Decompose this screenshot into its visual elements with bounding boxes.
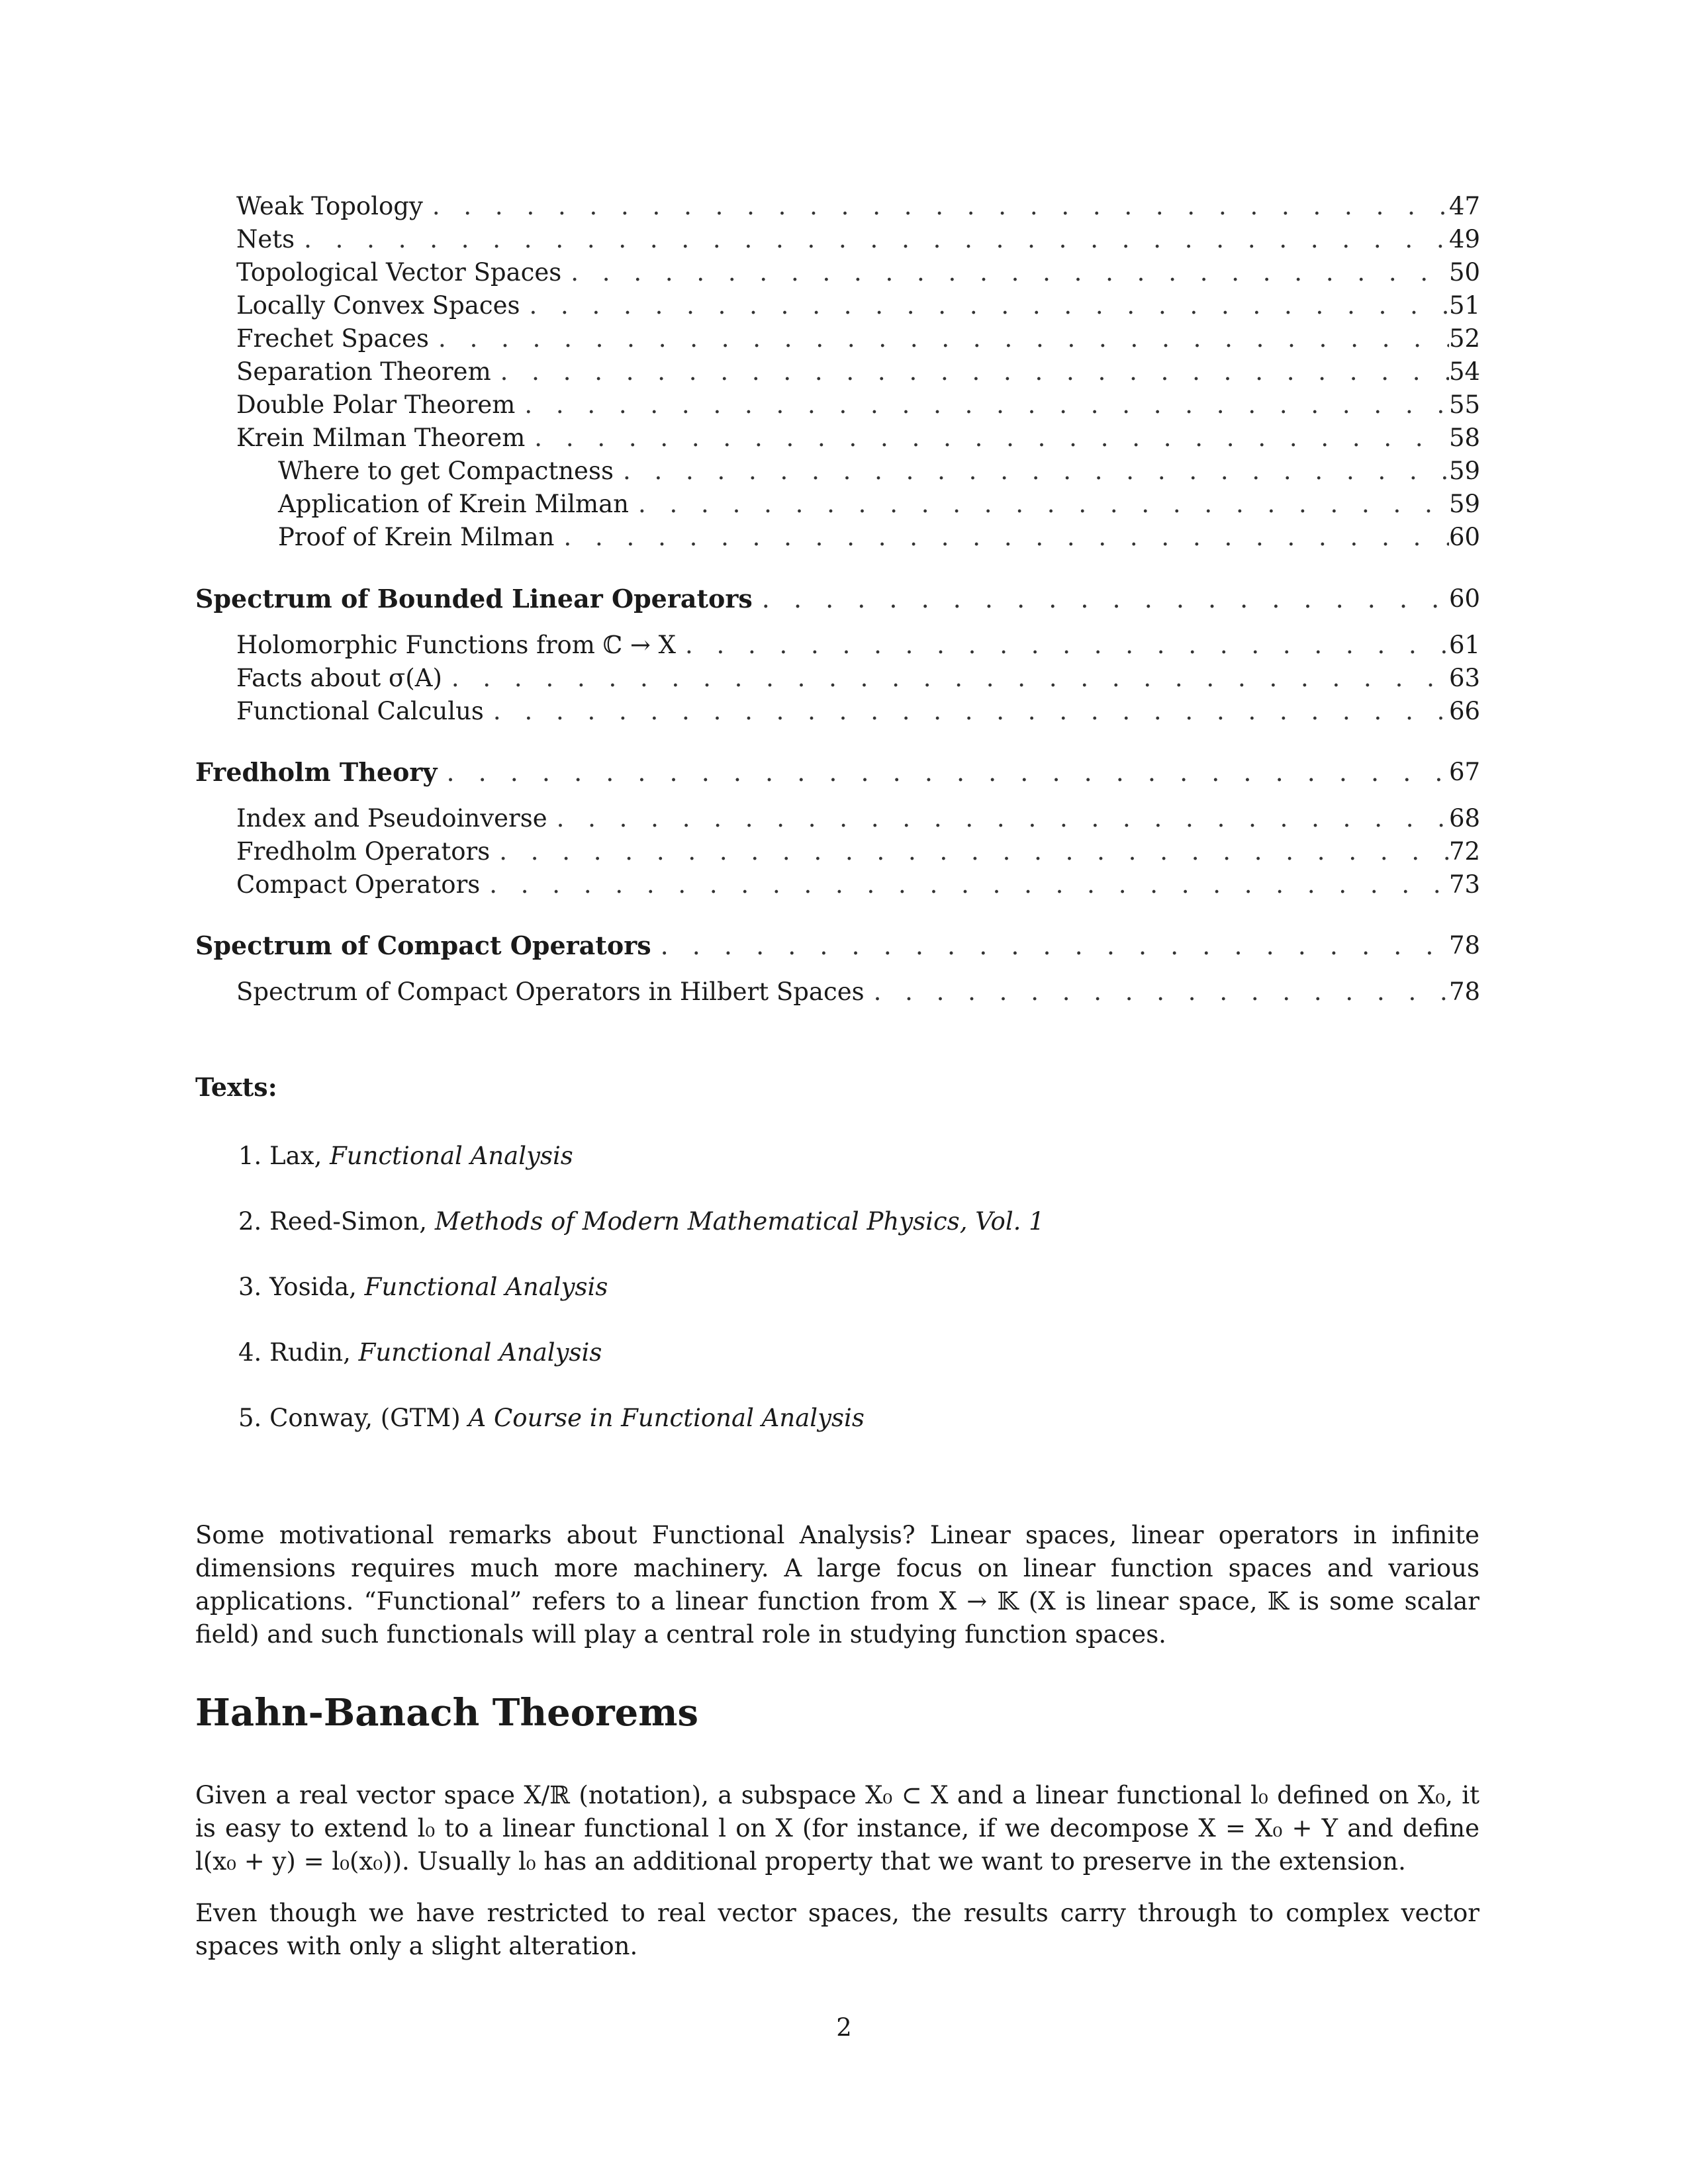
toc-entry-page: 55	[1449, 390, 1481, 419]
toc-entry-page: 68	[1449, 804, 1481, 833]
toc-entry-title: Separation Theorem	[236, 357, 491, 386]
toc-dot-leader	[874, 974, 1449, 1010]
toc-dot-leader	[493, 694, 1449, 729]
toc-entry-page: 78	[1449, 978, 1481, 1006]
toc-dot-leader	[304, 222, 1449, 257]
toc-entry-title: Holomorphic Functions from ℂ → X	[236, 631, 676, 659]
toc-entry-title: Fredholm Operators	[236, 837, 491, 866]
toc-entry-title: Frechet Spaces	[236, 324, 430, 353]
toc-entry[interactable]	[195, 189, 1479, 224]
toc-entry[interactable]	[195, 660, 1479, 696]
toc-dot-leader	[530, 288, 1450, 324]
toc-entry-page: 63	[1449, 664, 1481, 692]
toc-dot-leader	[432, 189, 1449, 224]
reference-number: 4.	[238, 1338, 262, 1367]
reference-number: 5.	[238, 1404, 262, 1432]
reference-author: Lax,	[269, 1142, 322, 1170]
reference-item	[238, 1404, 865, 1432]
page-number: 2	[836, 2013, 852, 2042]
reference-number: 3.	[238, 1273, 262, 1301]
toc-entry-page: 59	[1449, 457, 1481, 485]
texts-heading: Texts:	[195, 1072, 277, 1102]
toc-entry-title: Krein Milman Theorem	[236, 424, 526, 452]
toc-entry-title: Proof of Krein Milman	[278, 523, 555, 551]
reference-title: Functional Analysis	[358, 1338, 602, 1367]
toc-dot-leader	[451, 660, 1449, 696]
toc-dot-leader	[500, 354, 1449, 390]
toc-entry-title: Topological Vector Spaces	[236, 258, 562, 287]
reference-title: Functional Analysis	[364, 1273, 608, 1301]
motivation-paragraph: Some motivational remarks about Functional Analysis? Linear spaces, linear operators in infinite dimensions requires much more machinery. A large focus on linear function spaces and various applications. “Functional” refers to a linear function from X → 𝕂 (X is linear space, 𝕂 is some scalar field) and such functionals will play a central role in studying function spaces.	[195, 1521, 1479, 1649]
toc-section[interactable]	[195, 754, 1479, 790]
toc-section-page: 60	[1449, 584, 1481, 613]
toc-section-title: Spectrum of Bounded Linear Operators	[195, 584, 753, 614]
reference-author: Conway, (GTM)	[269, 1404, 461, 1432]
toc-dot-leader	[446, 754, 1449, 790]
toc-section[interactable]	[195, 581, 1479, 617]
toc-entry-page: 47	[1449, 192, 1481, 220]
toc-entry[interactable]	[195, 354, 1479, 390]
reference-title: A Course in Functional Analysis	[468, 1404, 865, 1432]
reference-title: Methods of Modern Mathematical Physics, Vol. 1	[434, 1207, 1045, 1236]
toc-entry[interactable]	[195, 627, 1479, 663]
section-paragraph: Given a real vector space X/ℝ (notation), a subspace X₀ ⊂ X and a linear functional l₀ defined on X₀, it is easy to extend l₀ to a linear functional l on X (for instance, if we decompose X = X₀ + Y and define l(x₀ + y) = l₀(x₀)). Usually l₀ has an additional property that we want to preserve in the extension.	[195, 1781, 1479, 1876]
toc-entry[interactable]	[195, 420, 1479, 456]
toc-dot-leader	[489, 867, 1449, 903]
toc-entry-title: Compact Operators	[236, 870, 481, 899]
toc-dot-leader	[557, 801, 1449, 837]
toc-entry[interactable]	[195, 222, 1479, 257]
toc-dot-leader	[685, 627, 1449, 663]
toc-dot-leader	[499, 834, 1449, 870]
reference-author: Rudin,	[269, 1338, 351, 1367]
toc-dot-leader	[564, 520, 1450, 555]
toc-dot-leader	[623, 453, 1449, 489]
toc-entry-title: Double Polar Theorem	[236, 390, 516, 419]
toc-entry-page: 49	[1449, 225, 1481, 253]
toc-entry-title: Spectrum of Compact Operators in Hilbert Spaces	[236, 978, 865, 1006]
toc-entry-title: Index and Pseudoinverse	[236, 804, 547, 833]
toc-entry[interactable]	[195, 867, 1479, 903]
toc-entry-title: Functional Calculus	[236, 697, 484, 725]
toc-entry-page: 54	[1449, 357, 1481, 386]
toc-entry-page: 61	[1449, 631, 1481, 659]
toc-entry-page: 58	[1449, 424, 1481, 452]
toc-section-title: Spectrum of Compact Operators	[195, 931, 651, 960]
reference-item	[238, 1142, 573, 1170]
toc-dot-leader	[524, 387, 1449, 423]
reference-item	[238, 1273, 608, 1301]
toc-dot-leader	[638, 486, 1449, 522]
toc-section-page: 78	[1449, 931, 1481, 960]
toc-entry-title: Weak Topology	[236, 192, 423, 220]
toc-entry[interactable]	[195, 694, 1479, 729]
reference-author: Yosida,	[269, 1273, 357, 1301]
toc-entry-page: 60	[1449, 523, 1481, 551]
reference-title: Functional Analysis	[330, 1142, 573, 1170]
toc-entry[interactable]	[195, 834, 1479, 870]
toc-dot-leader	[534, 420, 1449, 456]
toc-section-title: Fredholm Theory	[195, 757, 438, 787]
section-heading: Hahn-Banach Theorems	[195, 1691, 699, 1735]
toc-entry-title: Application of Krein Milman	[278, 490, 630, 518]
reference-number: 2.	[238, 1207, 262, 1236]
toc-entry[interactable]	[195, 974, 1479, 1010]
toc-subentry[interactable]	[195, 486, 1479, 522]
toc-entry-page: 50	[1449, 258, 1481, 287]
toc-dot-leader	[438, 321, 1449, 357]
reference-author: Reed-Simon,	[269, 1207, 428, 1236]
reference-number: 1.	[238, 1142, 262, 1170]
toc-entry[interactable]	[195, 255, 1479, 291]
toc-entry-page: 66	[1449, 697, 1481, 725]
toc-entry-page: 73	[1449, 870, 1481, 899]
toc-subentry[interactable]	[195, 520, 1479, 555]
toc-entry-title: Where to get Compactness	[278, 457, 614, 485]
toc-subentry[interactable]	[195, 453, 1479, 489]
toc-entry[interactable]	[195, 801, 1479, 837]
toc-dot-leader	[661, 928, 1449, 964]
toc-entry-page: 51	[1449, 291, 1481, 320]
toc-dot-leader	[762, 581, 1449, 617]
toc-section[interactable]	[195, 928, 1479, 964]
reference-item	[238, 1338, 602, 1367]
section-paragraph: Even though we have restricted to real vector spaces, the results carry through to complex vector spaces with only a slight alteration.	[195, 1899, 1479, 1960]
reference-item	[238, 1207, 1045, 1236]
toc-entry[interactable]	[195, 387, 1479, 423]
toc-dot-leader	[571, 255, 1449, 291]
toc-entry-title: Facts about σ(A)	[236, 664, 442, 692]
toc-entry-title: Locally Convex Spaces	[236, 291, 520, 320]
toc-entry[interactable]	[195, 288, 1479, 324]
toc-section-page: 67	[1449, 758, 1481, 786]
toc-entry-page: 52	[1449, 324, 1481, 353]
toc-entry-title: Nets	[236, 225, 295, 253]
toc-entry[interactable]	[195, 321, 1479, 357]
toc-entry-page: 59	[1449, 490, 1481, 518]
toc-entry-page: 72	[1449, 837, 1481, 866]
